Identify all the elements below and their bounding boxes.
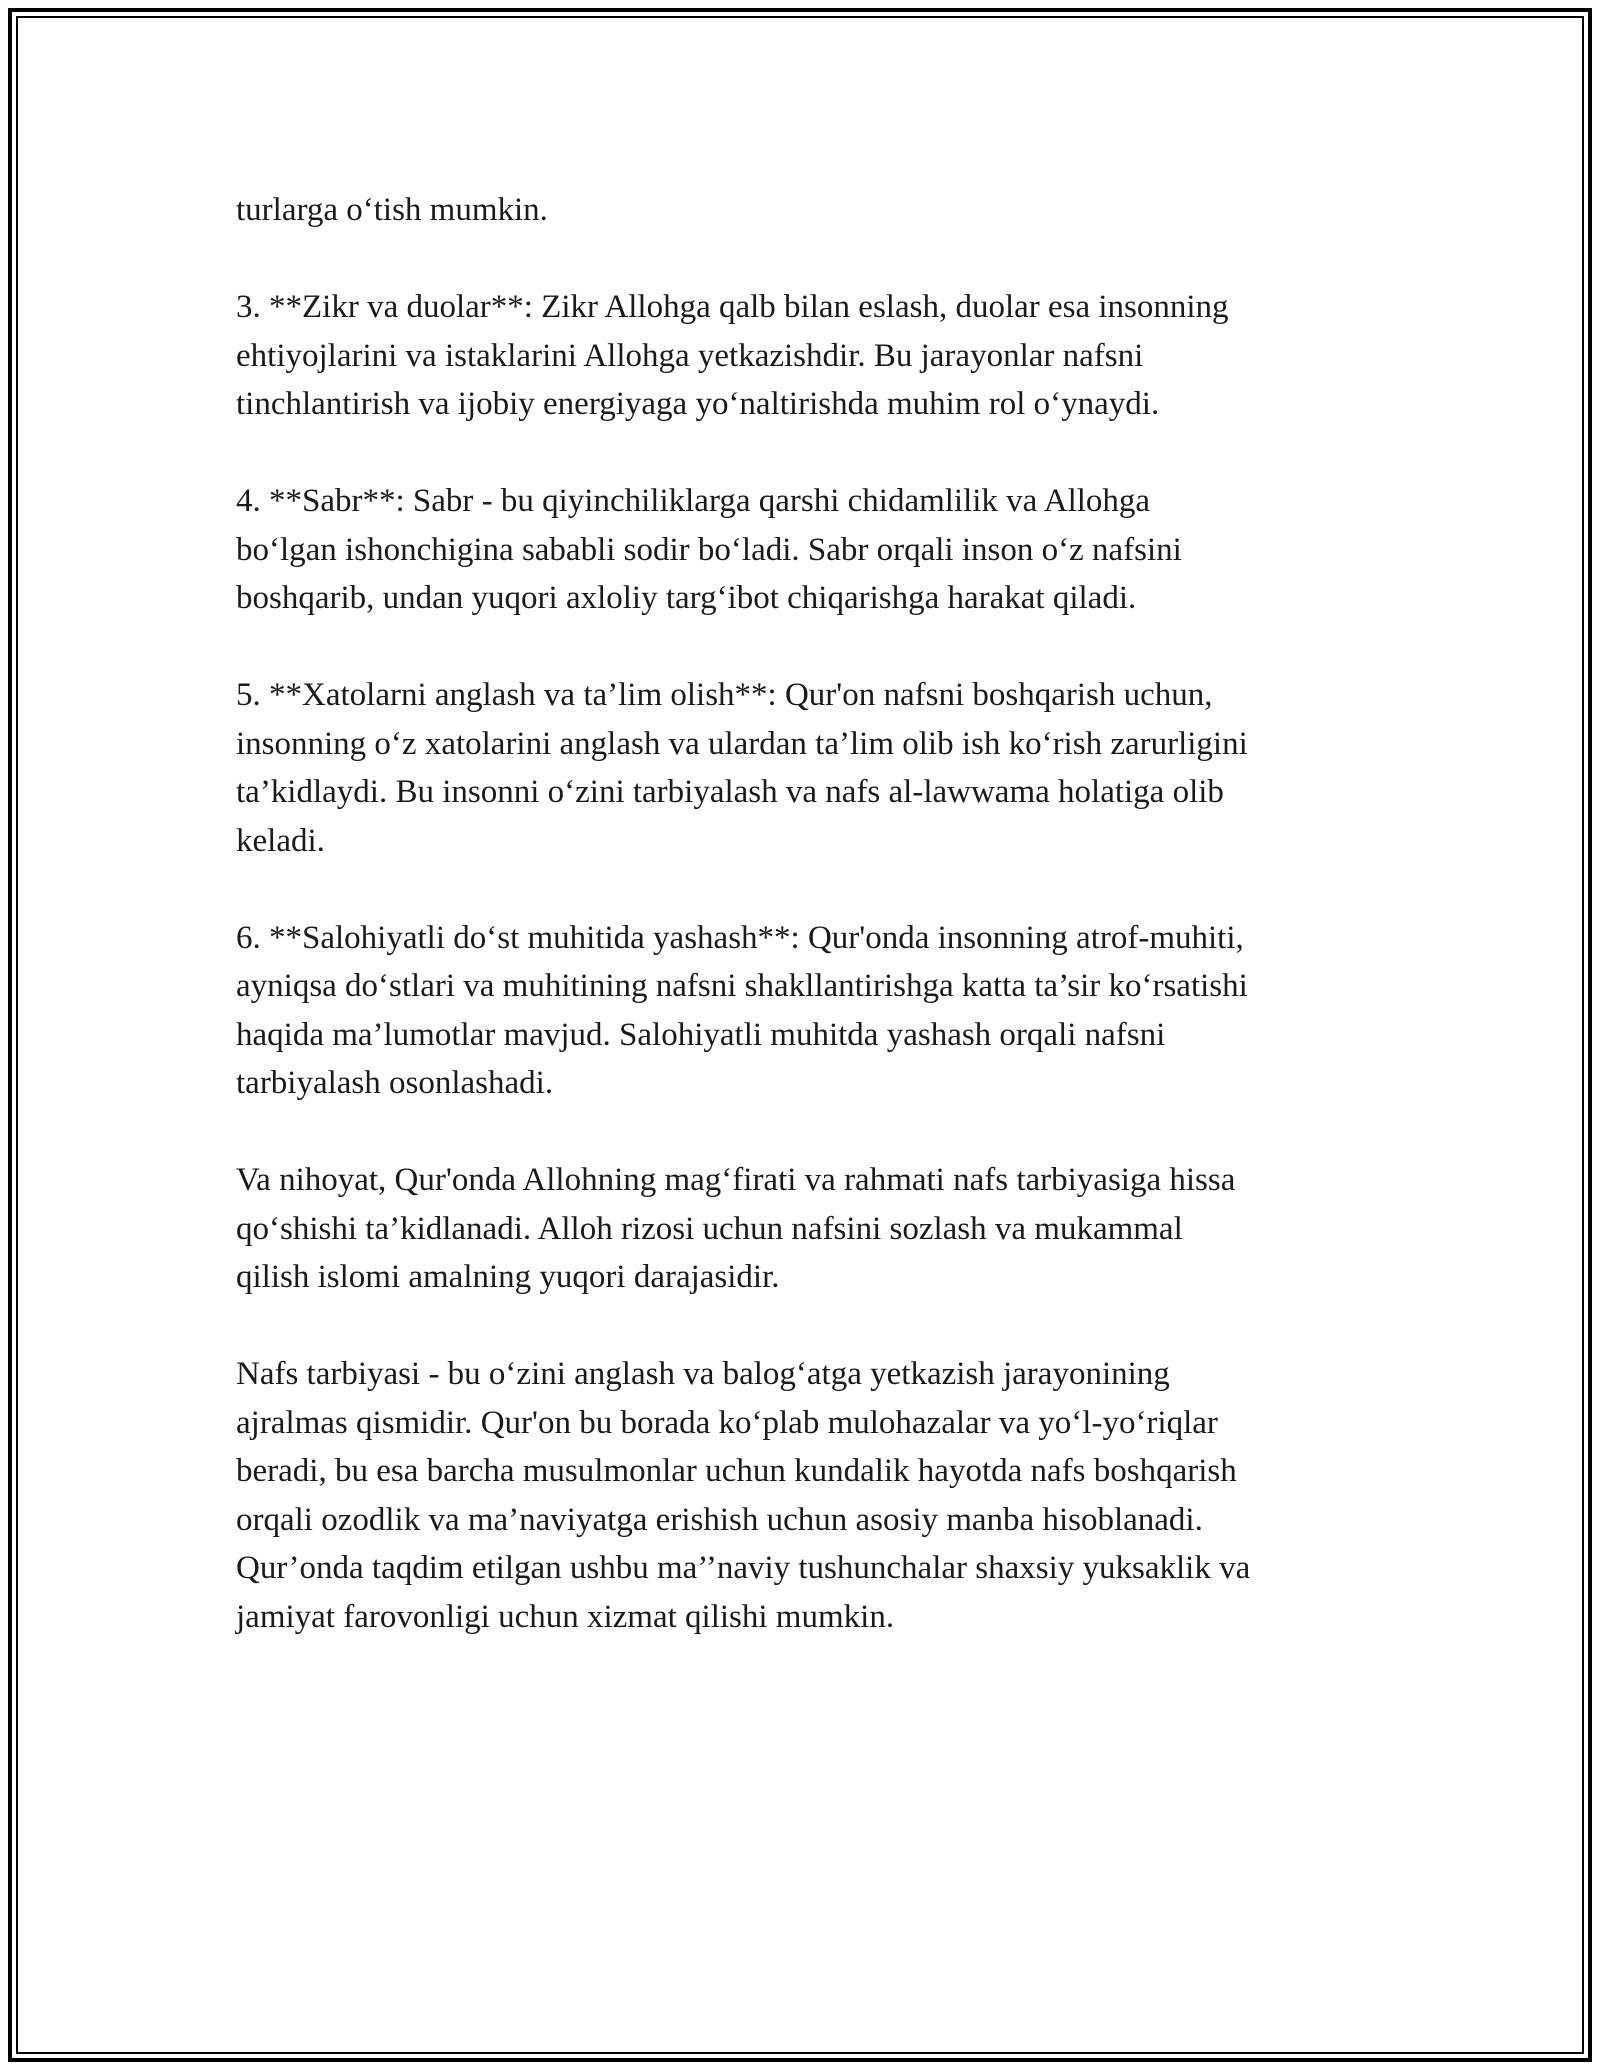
paragraph-salohiyatli-dost: 6. **Salohiyatli do‘st muhitida yashash**: Qur'onda insonning atrof-muhiti, ayniqsa do‘stlari va muhitining nafsni shakllantirishga katta ta’sir ko‘rsatishi haqida ma’lumotlar mavjud. Salohiyatli muhitda yashash orqali nafsni tarbiyalash osonlashadi.: [236, 919, 1248, 1101]
paragraph-zikr-va-duolar: 3. **Zikr va duolar**: Zikr Allohga qalb bilan eslash, duolar esa insonning ehtiyojlarini va istaklarini Allohga yetkazishdir. Bu jarayonlar nafsni tinchlantirish va ijobiy energiyaga yo‘naltirishda muhim rol o‘ynaydi.: [236, 289, 1229, 422]
document-body: [236, 186, 1376, 1690]
paragraph-va-nihoyat: Va nihoyat, Qur'onda Allohning mag‘firati va rahmati nafs tarbiyasiga hissa qo‘shishi ta’kidlanadi. Alloh rizosi uchun nafsini sozlash va mukammal qilish islomi amalning yuqori darajasidir.: [236, 1162, 1236, 1295]
paragraph-continuation: turlarga o‘tish mumkin.: [236, 192, 548, 228]
paragraph-sabr: 4. **Sabr**: Sabr - bu qiyinchiliklarga qarshi chidamlilik va Allohga bo‘lgan ishonchigina sababli sodir bo‘ladi. Sabr orqali inson o‘z nafsini boshqarib, undan yuqori axloliy targ‘ibot chiqarishga harakat qiladi.: [236, 483, 1182, 616]
paragraph-nafs-tarbiyasi: Nafs tarbiyasi - bu o‘zini anglash va balog‘atga yetkazish jarayonining ajralmas qismidir. Qur'on bu borada ko‘plab mulohazalar va yo‘l-yo‘riqlar beradi, bu esa barcha musulmonlar uchun kundalik hayotda nafs boshqarish orqali ozodlik va ma’naviyatga erishish uchun asosiy manba hisoblanadi. Qur’onda taqdim etilgan ushbu ma’’naviy tushunchalar shaxsiy yuksaklik va jamiyat farovonligi uchun xizmat qilishi mumkin.: [236, 1356, 1251, 1635]
paragraph-xatolarni-anglash: 5. **Xatolarni anglash va ta’lim olish**: Qur'on nafsni boshqarish uchun, insonning o‘z xatolarini anglash va ulardan ta’lim olib ish ko‘rish zarurligini ta’kidlaydi. Bu insonni o‘zini tarbiyalash va nafs al-lawwama holatiga olib keladi.: [236, 677, 1248, 859]
